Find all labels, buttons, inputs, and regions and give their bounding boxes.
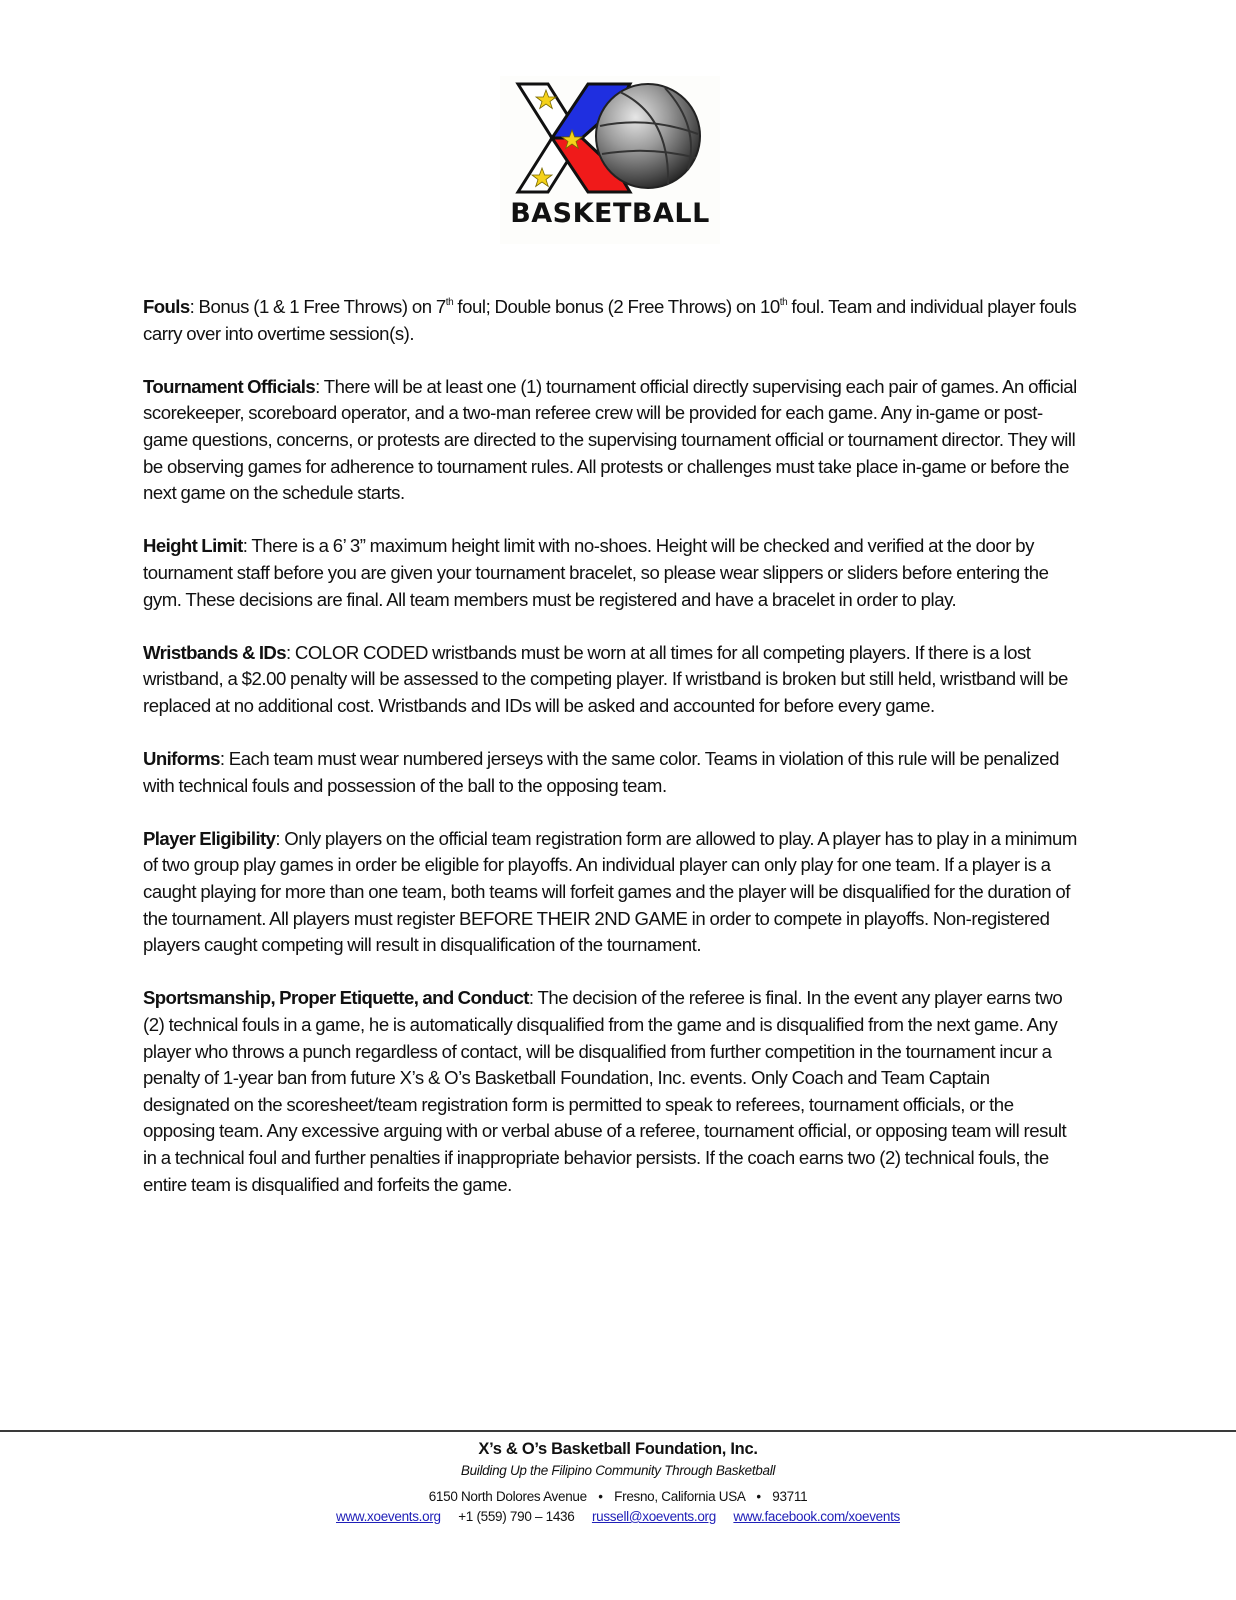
section-player-eligibility xyxy=(143,826,1078,959)
rules-body xyxy=(143,294,1078,1225)
address-zip: 93711 xyxy=(772,1489,808,1504)
section-text: foul. Team and individual player fouls carry over into overtime session(s). xyxy=(143,296,1077,344)
logo-wordmark: BASKETBALL xyxy=(510,198,710,229)
footer-divider xyxy=(0,1430,1236,1432)
section-wristbands-ids xyxy=(143,640,1078,720)
footer xyxy=(0,1437,1236,1527)
section-text: : COLOR CODED wristbands must be worn at all times for all competing players. If there is a lost wristband, a $2.00 penalty will be assessed to the competing player. If wristband is broken but still held, wristband will be replaced at no additional cost. Wristbands and IDs will be asked and accounted for before every game. xyxy=(143,641,1068,716)
section-text: : There is a 6’ 3” maximum height limit with no-shoes. Height will be checked and verified at the door by tournament staff before you are given your tournament bracelet, so please wear slippers or sliders before entering the gym. These decisions are final. All team members must be registered and have a bracelet in order to play. xyxy=(143,535,1049,610)
section-height-limit xyxy=(143,533,1078,613)
website-link[interactable]: www.xoevents.org xyxy=(336,1509,441,1524)
section-heading: Uniforms xyxy=(143,748,220,770)
facebook-link[interactable]: www.facebook.com/xoevents xyxy=(733,1509,900,1524)
section-text: : There will be at least one (1) tournament official directly supervising each pair of games. An official scorekeeper, scoreboard operator, and a two-man referee crew will be provided for each game. Any in-game or post-game questions, concerns, or protests are directed to the supervising tournament official or tournament director. They will be observing games for adherence to tournament rules. All protests or challenges must take place in-game or before the next game on the schedule starts. xyxy=(143,375,1077,504)
superscript: th xyxy=(779,297,788,308)
xo-basketball-logo xyxy=(500,76,720,244)
phone-number: +1 (559) 790 – 1436 xyxy=(458,1509,575,1524)
footer-org-name: X’s & O’s Basketball Foundation, Inc. xyxy=(478,1440,758,1458)
footer-address xyxy=(0,1487,1236,1507)
section-heading: Height Limit xyxy=(143,535,243,557)
section-uniforms xyxy=(143,746,1078,799)
section-text: : Each team must wear numbered jerseys with the same color. Teams in violation of this rule will be penalized with technical fouls and possession of the ball to the opposing team. xyxy=(143,748,1060,796)
section-sportsmanship xyxy=(143,985,1078,1198)
section-heading: Fouls xyxy=(143,296,190,317)
section-text: foul; Double bonus (2 Free Throws) on 10 xyxy=(453,296,780,317)
section-tournament-officials xyxy=(143,374,1078,507)
superscript: th xyxy=(445,297,454,308)
footer-contact xyxy=(0,1507,1236,1527)
logo-graphic-icon xyxy=(500,76,720,244)
section-heading: Wristbands & IDs xyxy=(143,641,286,663)
bullet-icon: • xyxy=(756,1489,761,1504)
section-text: : Bonus (1 & 1 Free Throws) on 7 xyxy=(189,296,446,317)
section-heading: Sportsmanship, Proper Etiquette, and Conduct xyxy=(143,987,529,1009)
footer-tagline: Building Up the Filipino Community Through Basketball xyxy=(460,1463,776,1478)
address-street: 6150 North Dolores Avenue xyxy=(428,1489,587,1504)
bullet-icon: • xyxy=(598,1489,603,1504)
section-text: : Only players on the official team registration form are allowed to play. A player has to play in a minimum of two group play games in order be eligible for playoffs. An individual player can only play for one team. If a player is a caught playing for more than one team, both teams will forfeit games and the player will be disqualified for the duration of the tournament. All players must register BEFORE THEIR 2ND GAME in order to compete in playoffs. Non-registered players caught competing will result in disqualification of the tournament. xyxy=(143,827,1077,956)
section-text: : The decision of the referee is final. In the event any player earns two (2) technical fouls in a game, he is automatically disqualified from the game and is disqualified from the next game. Any player who throws a punch regardless of contact, will be disqualified from further competition in the tournament incur a penalty of 1-year ban from future X’s & O’s Basketball Foundation, Inc. events. Only Coach and Team Captain designated on the scoresheet/team registration form is permitted to speak to referees, tournament officials, or the opposing team. Any excessive arguing with or verbal abuse of a referee, tournament official, or opposing team will result in a technical foul and further penalties if inappropriate behavior persists. If the coach earns two (2) technical fouls, the entire team is disqualified and forfeits the game. xyxy=(143,987,1067,1195)
section-fouls xyxy=(143,294,1078,347)
address-city: Fresno, California USA xyxy=(614,1489,745,1504)
section-heading: Player Eligibility xyxy=(143,827,276,849)
email-link[interactable]: russell@xoevents.org xyxy=(591,1509,716,1524)
section-heading: Tournament Officials xyxy=(143,375,316,397)
